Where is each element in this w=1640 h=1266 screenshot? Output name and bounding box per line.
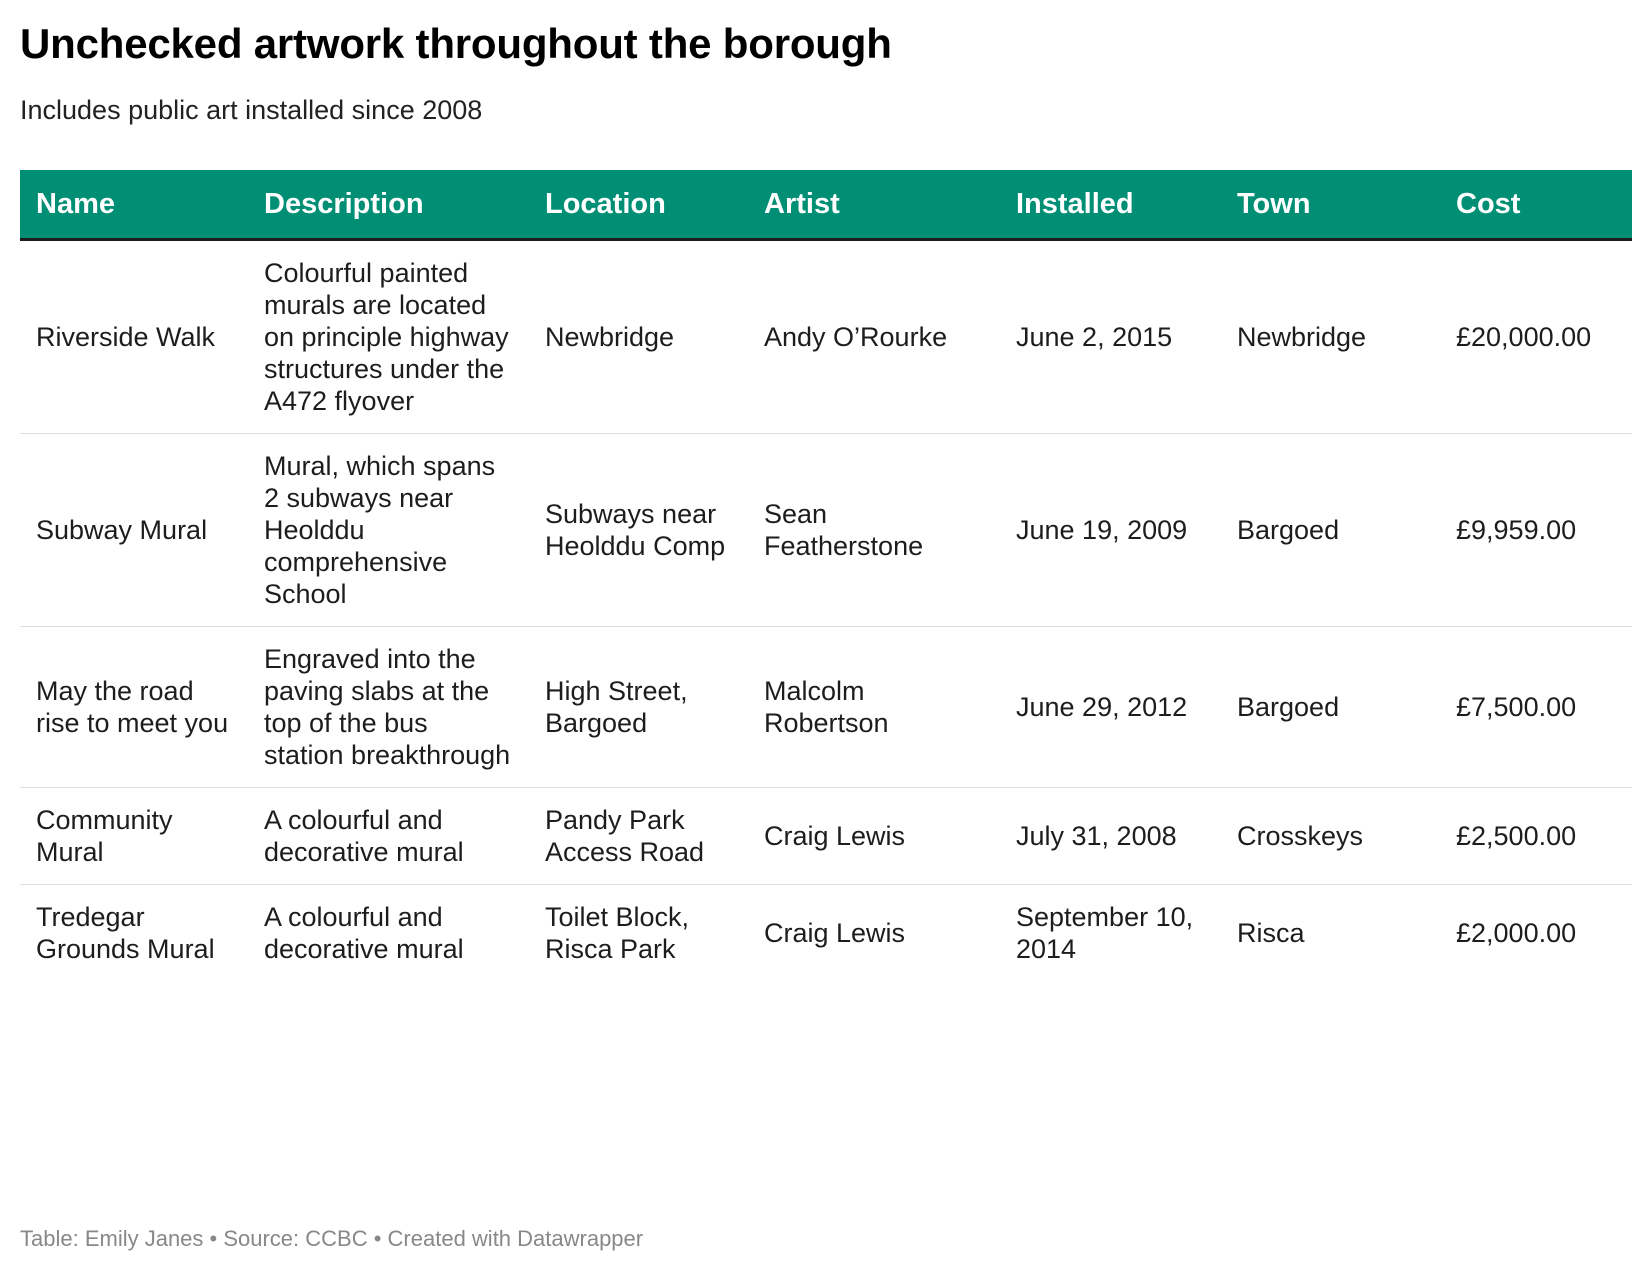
cell-installed: June 19, 2009 bbox=[1000, 434, 1221, 627]
chart-container bbox=[20, 0, 1632, 981]
cell-town: Risca bbox=[1237, 918, 1305, 948]
cell-cost: £20,000.00 bbox=[1440, 240, 1632, 434]
cell-location: Toilet Block, Risca Park bbox=[545, 902, 690, 964]
table-header-row bbox=[20, 170, 1632, 240]
column-header-artist[interactable]: Artist bbox=[748, 170, 1000, 240]
cell-cost: £9,959.00 bbox=[1440, 434, 1632, 627]
column-header-installed[interactable]: Installed bbox=[1000, 170, 1221, 240]
cell-description: Colourful painted murals are located on principle highway structures under the A472 flyover bbox=[248, 240, 529, 434]
page-subtitle: Includes public art installed since 2008 bbox=[20, 95, 483, 125]
cell-description: Engraved into the paving slabs at the top of the bus station breakthrough bbox=[248, 627, 529, 788]
cell-name: Subway Mural bbox=[20, 434, 248, 627]
cell-cost: £2,000.00 bbox=[1456, 918, 1577, 948]
table-row bbox=[20, 434, 1632, 627]
cell-location: Newbridge bbox=[529, 240, 748, 434]
column-header-description[interactable]: Description bbox=[248, 170, 529, 240]
table-row bbox=[20, 627, 1632, 788]
cell-description: A colourful and decorative mural bbox=[248, 788, 529, 885]
cell-installed: June 2, 2015 bbox=[1000, 240, 1221, 434]
cell-name: Tredegar Grounds Mural bbox=[36, 902, 215, 964]
column-header-location[interactable]: Location bbox=[529, 170, 748, 240]
table-row bbox=[20, 885, 1632, 982]
cell-location: Subways near Heolddu Comp bbox=[529, 434, 748, 627]
column-header-town[interactable]: Town bbox=[1221, 170, 1440, 240]
table-row bbox=[20, 240, 1632, 434]
cell-cost: £7,500.00 bbox=[1440, 627, 1632, 788]
cell-artist: Andy O’Rourke bbox=[748, 240, 1000, 434]
cell-cost: £2,500.00 bbox=[1440, 788, 1632, 885]
footer-credits: Table: Emily Janes • Source: CCBC • Created with Datawrapper bbox=[20, 1226, 644, 1251]
cell-artist: Craig Lewis bbox=[764, 918, 906, 948]
column-header-cost[interactable]: Cost bbox=[1440, 170, 1632, 240]
page-title: Unchecked artwork throughout the borough bbox=[20, 20, 892, 67]
table-row bbox=[20, 788, 1632, 885]
cell-name: Riverside Walk bbox=[20, 240, 248, 434]
cell-name: Community Mural bbox=[20, 788, 248, 885]
cell-location: High Street, Bargoed bbox=[529, 627, 748, 788]
cell-installed: June 29, 2012 bbox=[1000, 627, 1221, 788]
cell-installed: July 31, 2008 bbox=[1000, 788, 1221, 885]
cell-town: Crosskeys bbox=[1221, 788, 1440, 885]
cell-name: May the road rise to meet you bbox=[20, 627, 248, 788]
cell-artist: Sean Featherstone bbox=[748, 434, 1000, 627]
cell-town: Bargoed bbox=[1221, 627, 1440, 788]
cell-artist: Craig Lewis bbox=[748, 788, 1000, 885]
cell-description: Mural, which spans 2 subways near Heolddu comprehensive School bbox=[248, 434, 529, 627]
cell-description: A colourful and decorative mural bbox=[264, 902, 464, 964]
artwork-table bbox=[20, 170, 1632, 981]
cell-installed: September 10, 2014 bbox=[1016, 902, 1194, 964]
cell-town: Newbridge bbox=[1221, 240, 1440, 434]
column-header-name[interactable]: Name bbox=[20, 170, 248, 240]
cell-town: Bargoed bbox=[1221, 434, 1440, 627]
cell-location: Pandy Park Access Road bbox=[529, 788, 748, 885]
cell-artist: Malcolm Robertson bbox=[748, 627, 1000, 788]
